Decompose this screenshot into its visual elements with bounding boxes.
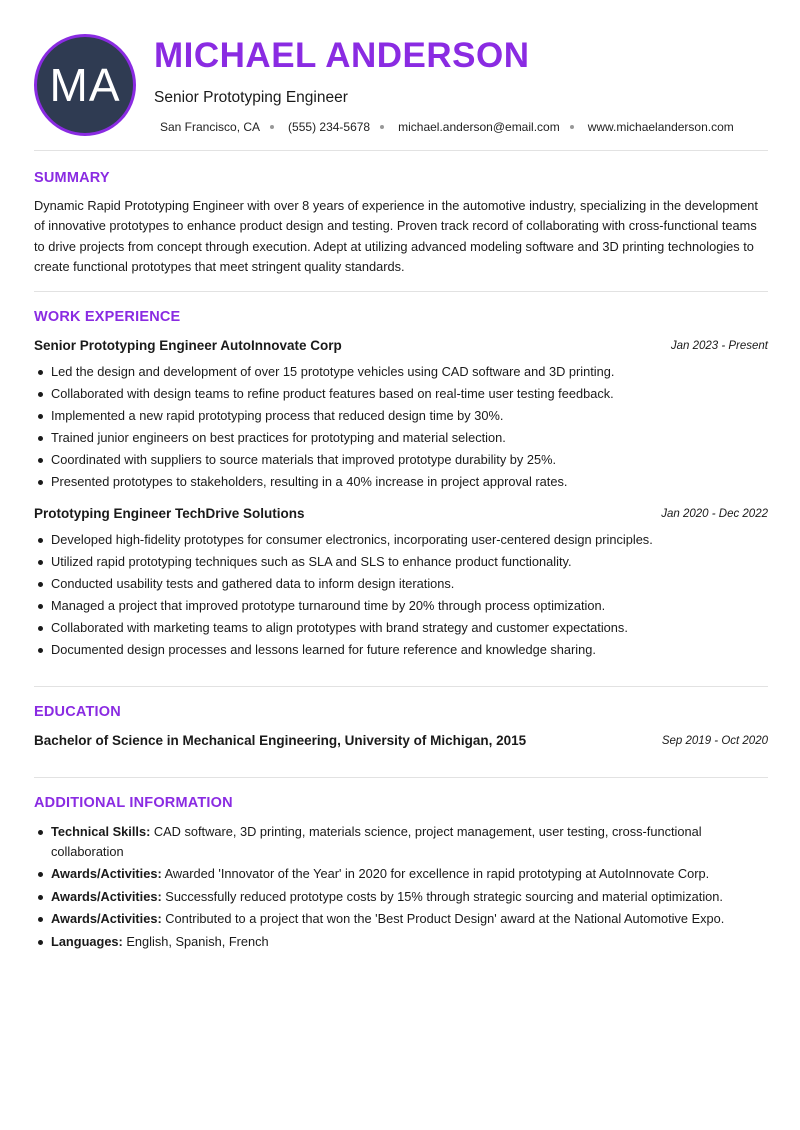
education-dates: Sep 2019 - Oct 2020 [661, 735, 768, 747]
list-item [34, 887, 768, 907]
education-entry [34, 733, 768, 751]
resume-header [34, 34, 768, 138]
job-dates: Jan 2023 - Present [670, 340, 768, 352]
list-item: Trained junior engineers on best practices for prototyping and material selection. [34, 427, 768, 449]
separator-dot [380, 125, 384, 129]
item-text: Awarded 'Innovator of the Year' in 2020 for excellence in rapid prototyping at AutoInnovate Corp. [164, 866, 710, 881]
contact-email[interactable]: michael.anderson@email.com [398, 120, 560, 134]
summary-heading: SUMMARY [34, 170, 110, 186]
item-text: Successfully reduced prototype costs by 15% through strategic sourcing and material optimization. [165, 888, 723, 904]
contact-website[interactable]: www.michaelanderson.com [587, 120, 734, 134]
divider [34, 291, 768, 292]
list-item: Documented design processes and lessons learned for future reference and knowledge sharing. [34, 639, 768, 661]
candidate-name: MICHAEL ANDERSON [154, 36, 530, 75]
item-text: Contributed to a project that won the 'Best Product Design' award at the National Automotive Expo. [165, 911, 725, 926]
list-item: Led the design and development of over 15 prototype vehicles using CAD software and 3D printing. [34, 361, 768, 383]
divider [34, 686, 768, 687]
list-item: Presented prototypes to stakeholders, resulting in a 40% increase in project approval rates. [34, 471, 768, 493]
list-item [34, 822, 768, 861]
job-bullets [34, 361, 768, 494]
list-item: Utilized rapid prototyping techniques such as SLA and SLS to enhance product functionality. [34, 551, 768, 573]
separator-dot [570, 125, 574, 129]
job-bullets [34, 529, 768, 662]
item-text: English, Spanish, French [126, 933, 269, 949]
item-label: Awards/Activities: [51, 911, 162, 926]
job-role: Prototyping Engineer TechDrive Solutions [34, 506, 305, 521]
job-role: Senior Prototyping Engineer AutoInnovate Corp [34, 338, 342, 353]
list-item [34, 864, 768, 884]
education-heading: EDUCATION [34, 704, 121, 720]
list-item: Developed high-fidelity prototypes for consumer electronics, incorporating user-centered design principles. [34, 529, 768, 551]
summary-text: Dynamic Rapid Prototyping Engineer with over 8 years of experience in the automotive industry, specializing in the development of innovative prototypes to enhance product design and testing. Proven track record of collaborating with cross-functional teams to drive projects from concept through execution. Adept at utilizing advanced modeling software and 3D printing technologies to create functional prototypes that meet stringent quality standards. [34, 198, 758, 274]
education-degree: Bachelor of Science in Mechanical Engineering, University of Michigan, 2015 [34, 733, 527, 748]
divider [34, 150, 768, 151]
item-label: Technical Skills: [51, 824, 151, 839]
job-dates: Jan 2020 - Dec 2022 [661, 508, 768, 520]
job-header [34, 338, 768, 356]
list-item: Managed a project that improved prototype turnaround time by 20% through process optimization. [34, 595, 768, 617]
avatar [34, 34, 136, 136]
item-label: Awards/Activities: [51, 888, 162, 904]
contact-line [160, 120, 734, 134]
separator-dot [270, 125, 274, 129]
avatar-initials: MA [49, 59, 121, 111]
item-label: Awards/Activities: [51, 866, 162, 881]
experience-heading: WORK EXPERIENCE [34, 309, 181, 325]
list-item: Coordinated with suppliers to source materials that improved prototype durability by 25%. [34, 449, 768, 471]
contact-location: San Francisco, CA [160, 120, 261, 134]
contact-phone[interactable]: (555) 234-5678 [288, 120, 371, 134]
list-item [34, 932, 768, 952]
list-item [34, 909, 768, 929]
list-item: Conducted usability tests and gathered data to inform design iterations. [34, 573, 768, 595]
list-item: Implemented a new rapid prototyping process that reduced design time by 30%. [34, 405, 768, 427]
list-item: Collaborated with design teams to refine product features based on real-time user testing feedback. [34, 383, 768, 405]
item-text: CAD software, 3D printing, materials science, project management, user testing, cross-functional collaboration [51, 824, 702, 859]
candidate-title: Senior Prototyping Engineer [154, 89, 348, 106]
job-header [34, 506, 768, 524]
item-label: Languages: [51, 933, 123, 949]
divider [34, 777, 768, 778]
list-item: Collaborated with marketing teams to align prototypes with brand strategy and customer expectations. [34, 617, 768, 639]
additional-list [34, 822, 768, 954]
additional-heading: ADDITIONAL INFORMATION [34, 795, 233, 811]
